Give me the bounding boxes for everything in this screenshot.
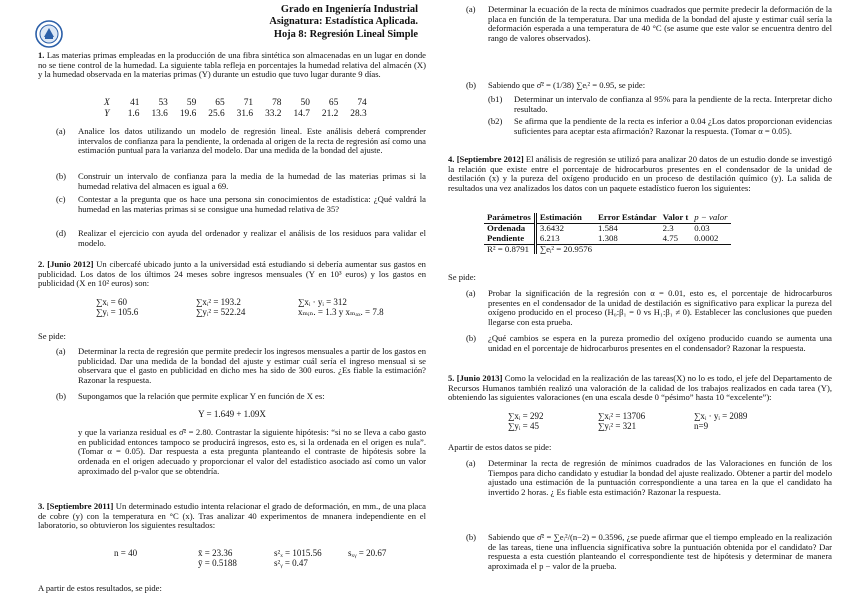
problem-5-tag: [Junio 2013] [456,373,503,383]
table-cell: 1.584 [598,222,618,233]
problem-5-apartir: Apartir de estos datos se pide: [448,442,552,452]
sum-x2: ∑xᵢ² = 13706 [598,411,646,421]
table-cell: 28.3 [350,108,367,119]
part-text: Supongamos que la relación que permite explicar Y en función de X es: [78,391,325,401]
problem-1-part-a [56,127,426,156]
problem-4-se-pide: Se pide: [448,272,476,282]
part-label: (a) [466,4,476,14]
sample-size: n=9 [694,421,709,432]
problem-3-part-b [466,81,832,91]
part-label: (a) [56,126,66,136]
part-text: ¿Qué cambios se espera en la pureza promedio del oxígeno producido cuando se aumenta una unidad en el porcentaje de hidrocarburos presentes en el condensador? Razonar la respuesta. [488,333,832,353]
table-cell: 6.213 [539,232,560,243]
part-label: (b1) [488,94,503,104]
sum-y: ∑yᵢ = 45 [508,421,539,432]
table-cell: 78 [272,98,282,108]
part-text: Construir un intervalo de confianza para la media de la humedad de las materias primas si la humedad relativa del almacen es igual a 69. [78,171,426,191]
problem-2-part-a [56,347,426,386]
problem-2-se-pide: Se pide: [38,331,66,341]
part-label: (b) [466,532,477,542]
stat-means [198,548,237,568]
x-range: xₘᵢₙ. = 1.3 y xₘₐₓ. = 7.8 [298,307,384,318]
problem-5-number: 5. [448,373,455,383]
table-cell: 31.6 [236,108,254,119]
sum-y2: ∑yᵢ² = 522.24 [196,307,246,318]
regression-output-table [484,213,731,254]
problem-1-part-c [56,195,426,214]
sum-x: ∑xᵢ = 60 [96,297,127,307]
problem-2-tag: [Junio 2012] [47,259,94,269]
part-text: Determinar la recta de regresión que permite predecir los ingresos mensuales a partir de los gastos en publicidad. Dar una medida de la bondad del ajuste y estimar cuál sería el ingreso mensual si se observara que el gasto en publicidad en dicho mes ha sido de 300 euros. ¿Es fiable la estimación? Razonar la respuesta. [78,346,426,385]
table-y-label: Y [104,108,110,119]
part-label: (c) [56,194,66,204]
table-cell: 21.2 [321,108,339,119]
stat-sy2: s²ᵧ = 0.47 [274,558,308,569]
problem-4-tag: [Septiembre 2012] [456,154,524,164]
problem-4-intro: El análisis de regresión se utilizó para analizar 20 datos de un estudio donde se investigó la relación que existe entre el porcentaje de hidrocarburos presentes en el condensador de la unidad de destilación (x) y la pureza del oxígeno producido en un proceso de destilación químico (y). La salida de resultados una vez analizados los datos con un paquete estadístico fueron los siguientes: [448,154,832,193]
part-label: (d) [56,228,67,238]
problem-2-intro: Un cibercafé ubicado junto a la universidad está estudiando si debería aumentar sus gastos en publicidad. Los datos de los últimos 24 meses sobre ingresos mensuales (Y en 10³ euros) y los gastos en publicidad (X en 10² euros) son: [38,259,426,289]
stat-ybar: ȳ = 0.5188 [198,558,237,569]
header-sheet: Hoja 8: Regresión Lineal Simple [273,28,418,40]
problem-3-tag: [Septiembre 2011] [46,501,114,511]
part-label: (b) [466,80,477,90]
stat-sxy: sₓᵧ = 20.67 [348,548,387,558]
problem-1-part-b [56,172,426,191]
sum-xy: ∑xᵢ · yᵢ = 312 [298,297,347,307]
problem-4-part-b [466,334,832,353]
part-text: Analice los datos utilizando un modelo de regresión lineal. Este análisis deberá comprender intervalos de confianza para la pendiente, la ordenada al origen de la recta de regresión así como una estimación puntual para la varianza del modelo. Dar una medida de la bondad del ajuste. [78,126,426,156]
problem-2-sums-col1 [96,297,138,317]
problem-5-sums-col2 [598,411,645,431]
part-text: Probar la significación de la regresión con α = 0.01, esto es, el porcentaje de hidrocarburos presentes en el condensador de la unidad de destilación es significativo para explicar la pureza del oxígeno producido en el proceso (H₀:β₁ = 0 vs H₁:β₁ ≠ 0). Establecer las conclusiones que pueden llegarse con esta prueba. [488,288,832,327]
problem-1-intro: Las materias primas empleadas en la producción de una fibra sintética son almacenadas en un lugar en donde no se tiene control de la humedad. La siguiente tabla refleja en porcentajes la humedad relativa del almacén (X) y la humedad observada en la materias primas (Y) durante un estudio que tuvo lugar durante 9 días. [38,50,426,80]
part-label: (b) [56,171,67,181]
stat-variances [274,548,322,568]
problem-3-intro: Un determinado estudio intenta relacionar el grado de deformación, en mm., de una placa de cobre (y) con la temperatura en °C (x). Tras analizar 40 experimentos de mnanera independiente en el laboratorio, so obtuvieron los siguientes resultados: [38,501,427,531]
part-label: (b2) [488,116,503,126]
stat-sx2: s²ₓ = 1015.56 [274,548,322,558]
problem-3-part-a [466,5,832,44]
sum-y2: ∑yᵢ² = 321 [598,421,637,432]
problem-1-part-d [56,229,426,248]
table-header: Estimación [535,213,595,223]
sum-xy: ∑xᵢ · yᵢ = 2089 [694,411,748,421]
table-cell: 41 [130,98,140,108]
stat-xbar: x̄ = 23.36 [198,548,233,558]
table-cell: 74 [357,98,367,108]
problem-5-sums-col1 [508,411,543,431]
table-cell: 14.7 [293,108,310,119]
problem-2 [38,260,426,289]
sum-x: ∑xᵢ = 292 [508,411,544,421]
part-text: Sabiendo que σ̂² = ∑eᵢ²/(n−2) = 0.3596, ¿se puede afirmar que el tiempo empleado en la realización de las tareas, tiene una influencia significativa sobre la puntuación obtenida por el candidato? Dar respuesta a esta cuestión planteando el correspondiente test de hipótesis y determinar de manera aproximada el p − valor de la prueba. [488,532,832,571]
header [269,4,418,41]
table-r2: R² = 0.8791 [484,244,535,254]
table-cell: 0.0002 [694,232,719,243]
table-header: Parámetros [484,213,535,223]
table-cell: 65 [328,98,339,108]
table-cell: 71 [243,98,254,108]
table-header: p − valor [691,213,730,223]
problem-2-part-b [56,392,426,402]
table-cell: 59 [186,98,197,108]
problem-4-part-a [466,289,832,328]
problem-3-tail: A partir de estos resultados, se pide: [38,583,162,593]
problem-1-number: 1. [38,50,45,60]
table-header: Valor t [660,213,692,223]
table-cell: 50 [300,98,310,108]
problem-4 [448,155,832,194]
problem-1-data-table [98,98,373,119]
problem-3-number: 3. [38,501,45,511]
table-cell: 4.75 [662,232,678,243]
problem-3-part-b2 [488,117,832,136]
part-text: Se afirma que la pendiente de la recta es inferior a 0.04 ¿Los datos proporcionan evidencias suficientes para aceptar esta afirmación? Razonar la respuesta. (Tomar α = 0.05). [514,116,832,136]
part-text: Determinar un intervalo de confianza al 95% para la pendiente de la recta. Interpretar dicho resultado. [514,94,832,114]
problem-2-number: 2. [38,259,45,269]
problem-5-intro: Como la velocidad en la realización de las tareas(X) no lo es todo, el jefe del Departamento de Recursos Humanos también realizó una valoración de la calidad de los trabajos realizados en cada tarea (Y), obteniendo las siguientes valoraciones (en una escala desde 0 “pésimo” hasta 10 “excelente”): [448,373,832,403]
header-subject: Asignatura: Estadística Aplicada. [269,16,418,28]
table-cell: 1.308 [598,232,618,243]
problem-5-part-a [466,459,832,498]
part-text: Determinar la recta de regresión de mínimos cuadrados de las Valoraciones en función de los Tiempos para dicho candidato y estudiar la bondad del ajuste realizado. Obtener a partir del modelo ajustado una estimación de la puntuación correspondiente a una tarea en la que el candidato ha invertido 2 horas. ¿ Es fiable esta estimación? Razonar la respuesta. [488,458,832,497]
table-cell: 53 [158,98,168,108]
problem-5-part-b [466,533,832,572]
table-cell: 0.03 [694,222,710,233]
problem-2-model-equation: Y = 1.649 + 1.09X [198,409,266,419]
table-cell: 25.6 [208,108,225,119]
table-sse: ∑eᵢ² = 20.9576 [535,244,595,254]
problem-3 [38,502,426,531]
problem-2-sums-col2 [196,297,245,317]
table-x-label: X [104,98,110,108]
table-cell: Pendiente [484,234,535,244]
part-text: Determinar la ecuación de la recta de mínimos cuadrados que permite predecir la deformación de la placa en función de la temperatura. Dar una medida de la bondad del ajuste y estimar cuál sería la deformación esperada a una temperatura de 40 °C (se asume que este valor se encuentra dentro del rango de valores observados). [488,4,832,43]
table-cell: 2.3 [662,222,674,233]
problem-1 [38,51,426,80]
table-cell: 13.6 [151,108,168,119]
table-cell: Ordenada [484,223,535,233]
part-text: Sabiendo que σ̂² = (1/38) ∑eᵢ² = 0.95, se pide: [488,80,646,90]
sum-x2: ∑xᵢ² = 193.2 [196,297,241,307]
problem-2-sums-col3 [298,297,384,317]
table-cell: 33.2 [265,108,282,119]
sum-y: ∑yᵢ = 105.6 [96,307,139,318]
part-label: (b) [56,391,67,401]
table-cell: 3.6432 [539,222,565,233]
part-label: (b) [466,333,477,343]
problem-3-part-b1 [488,95,832,114]
table-cell: 19.6 [179,108,197,119]
problem-5 [448,374,832,403]
part-text: Realizar el ejercicio con ayuda del ordenador y realizar el análisis de los residuos para validar el modelo. [78,228,426,248]
part-label: (a) [466,458,476,468]
problem-2-part-b-continued: y que la varianza residual es σ̂² = 2.80. Contrastar la siguiente hipótesis: “si no se lleva a cabo gasto en publicidad entonces tampoco se producirá ingresos, esto es, si la ordenada en el origen es nula”. (Tomar α = 0.05). Dar respuesta a esta pregunta planteando el contraste de hipótesis sobre la ordenada en el origen adecuado y proporcionar el valor del estadístico asociado así como un valor aproximado del p-valor que se obtendría. [78,427,426,476]
university-logo-icon [34,19,64,49]
part-label: (a) [466,288,476,298]
problem-4-number: 4. [448,154,455,164]
table-cell: 1.6 [127,108,140,119]
table-cell: 65 [215,98,225,108]
header-degree: Grado en Ingeniería Industrial [280,4,418,15]
part-text: Contestar a la pregunta que os hace una persona sin conocimientos de estadística: ¿Qué valdrá la humedad en las materias primas si se consigue una humedad relativa de 35? [78,194,426,214]
problem-5-sums-col3 [694,411,747,431]
part-label: (a) [56,346,66,356]
stat-n: n = 40 [114,548,138,558]
table-header: Error Estándar [595,213,660,223]
